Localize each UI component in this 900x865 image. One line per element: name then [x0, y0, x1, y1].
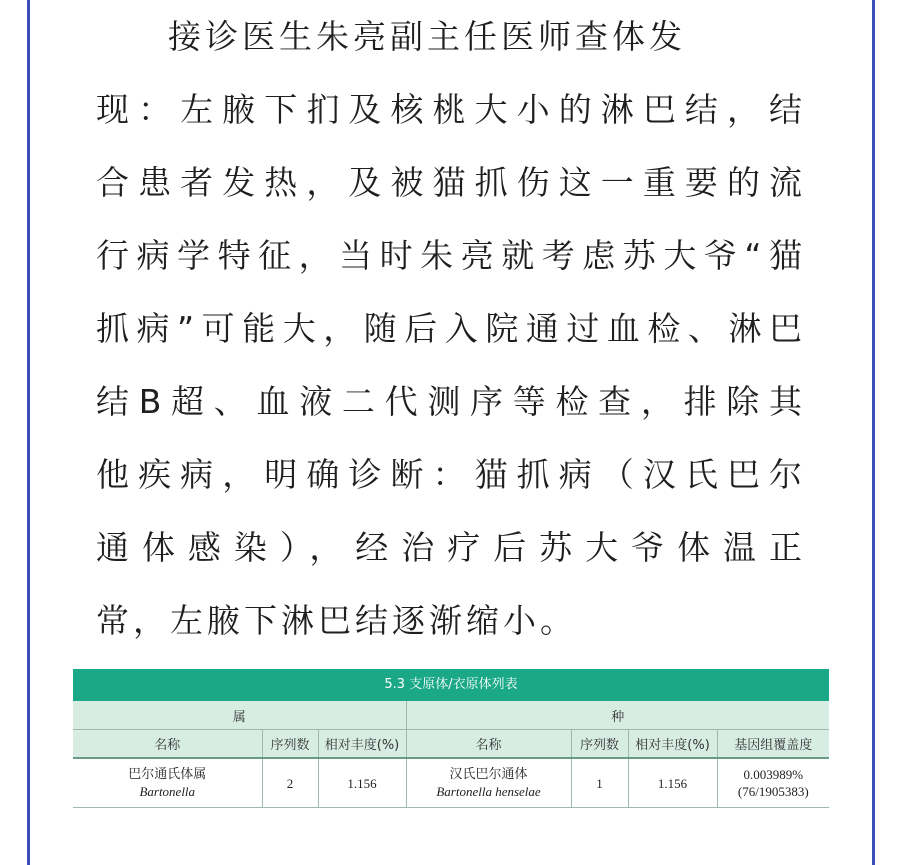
- article-line: 通体感染），经治疗后苏大爷体温正: [96, 528, 806, 567]
- right-frame-border: [872, 0, 875, 865]
- coverage-ratio: (76/1905383): [737, 784, 809, 799]
- article-line: 常，左腋下淋巴结逐渐缩小。: [96, 601, 577, 640]
- mycoplasma-chlamydia-table: [73, 669, 829, 808]
- col-species-name: 名称: [406, 730, 571, 759]
- cell-genus-abundance: 1.156: [318, 758, 406, 808]
- table-column-header: [73, 730, 829, 759]
- article-line: 现：左腋下扪及核桃大小的淋巴结，结: [96, 90, 806, 129]
- results-table: [73, 701, 829, 808]
- col-genus-abundance: 相对丰度(%): [318, 730, 406, 759]
- article-line: 抓病”可能大，随后入院通过血检、淋巴: [96, 309, 806, 348]
- article-line: 接诊医生朱亮副主任医师查体发: [168, 17, 686, 56]
- col-coverage: 基因组覆盖度: [717, 730, 829, 759]
- col-species-seq: 序列数: [571, 730, 628, 759]
- cell-species-abundance: 1.156: [628, 758, 717, 808]
- cell-genus-seq: 2: [262, 758, 318, 808]
- genus-name-cn: 巴尔通氏体属: [128, 767, 207, 782]
- article-line: 结B超、血液二代测序等检查，排除其: [96, 382, 806, 421]
- article-line: 合患者发热，及被猫抓伤这一重要的流: [96, 163, 806, 202]
- table-row: [73, 758, 829, 808]
- col-species-abundance: 相对丰度(%): [628, 730, 717, 759]
- article-line: 行病学特征，当时朱亮就考虑苏大爷“猫: [96, 236, 806, 275]
- table-group-header: [73, 701, 829, 730]
- species-name-cn: 汉氏巴尔通体: [449, 767, 528, 782]
- cell-genus-name: [73, 758, 262, 808]
- cell-coverage: [717, 758, 829, 808]
- table-title: 5.3 支原体/衣原体列表: [73, 669, 829, 701]
- species-name-latin: Bartonella henselae: [436, 784, 541, 799]
- col-genus-name: 名称: [73, 730, 262, 759]
- col-genus-seq: 序列数: [262, 730, 318, 759]
- article-line: 他疾病，明确诊断：猫抓病（汉氏巴尔: [96, 455, 806, 494]
- coverage-pct: 0.003989%: [743, 767, 804, 782]
- article-body: [96, 0, 806, 657]
- cell-species-seq: 1: [571, 758, 628, 808]
- group-species: 种: [406, 701, 829, 730]
- group-genus: 属: [73, 701, 406, 730]
- left-frame-border: [27, 0, 30, 865]
- cell-species-name: [406, 758, 571, 808]
- genus-name-latin: Bartonella: [139, 784, 196, 799]
